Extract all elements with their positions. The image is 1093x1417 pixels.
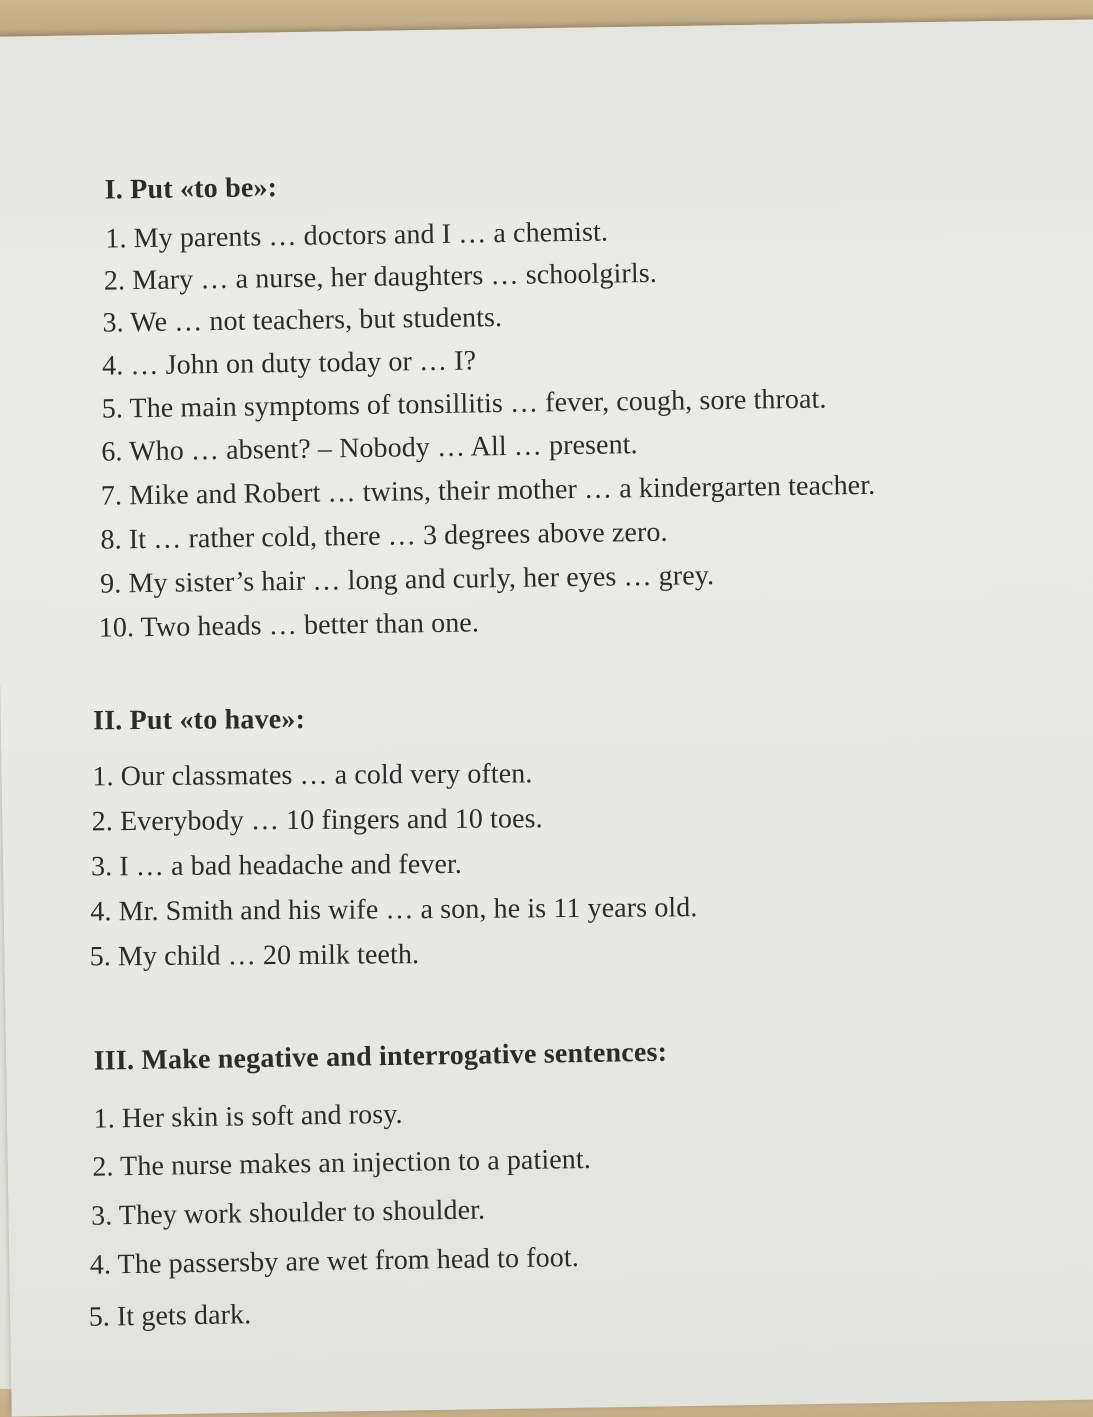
exercise-item: 2. Mary … a nurse, her daughters … schoolgirls. [103, 257, 658, 297]
exercise-item: 1. My parents … doctors and I … a chemist. [105, 216, 609, 255]
exercise-item: 4. The passersby are wet from head to foot. [89, 1242, 580, 1281]
exercise-item: 8. It … rather cold, there … 3 degrees above zero. [100, 516, 668, 556]
exercise-item: 3. We … not teachers, but students. [102, 302, 503, 339]
exercise-item: 2. The nurse makes an injection to a patient. [92, 1143, 592, 1183]
section-heading: III. Make negative and interrogative sentences: [93, 1036, 668, 1077]
exercise-item: 2. Everybody … 10 fingers and 10 toes. [91, 803, 543, 838]
exercise-item: 1. Her skin is soft and rosy. [93, 1098, 403, 1135]
exercise-item: 9. My sister’s hair … long and curly, her eyes … grey. [99, 560, 715, 600]
exercise-item: 7. Mike and Robert … twins, their mother … a kindergarten teacher. [100, 469, 876, 512]
exercise-item: 3. I … a bad headache and fever. [90, 848, 463, 883]
exercise-item: 4. Mr. Smith and his wife … a son, he is 11 years old. [90, 892, 698, 928]
exercise-item: 4. … John on duty today or … I? [101, 345, 477, 382]
exercise-item: 5. My child … 20 milk teeth. [89, 939, 420, 973]
exercise-item: 5. The main symptoms of tonsillitis … fever, cough, sore throat. [101, 383, 827, 425]
exercise-item: 10. Two heads … better than one. [98, 607, 480, 644]
exercise-item: 1. Our classmates … a cold very often. [92, 758, 533, 793]
exercise-item: 3. They work shoulder to shoulder. [90, 1194, 486, 1232]
section-heading: II. Put «to have»: [92, 703, 306, 737]
exercise-item: 5. It gets dark. [88, 1299, 252, 1333]
section-heading: I. Put «to be»: [104, 172, 278, 206]
exercise-item: 6. Who … absent? – Nobody … All … present. [101, 429, 638, 468]
